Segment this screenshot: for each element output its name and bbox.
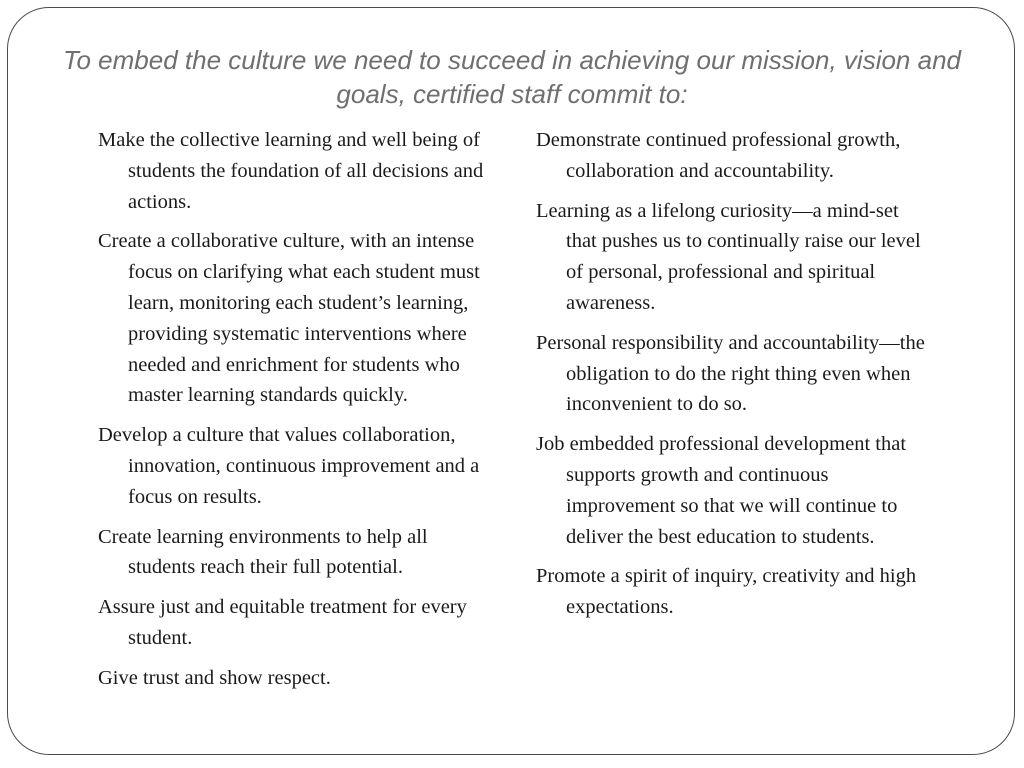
list-item: Demonstrate continued professional growth, collaboration and accountability. [536, 129, 901, 182]
list-item: Create a collaborative culture, with an intense focus on clarifying what each student must learn, monitoring each student’s learning, providing systematic interventions where needed and enrichment for students who master learning standards quickly. [98, 230, 480, 407]
slide-title: To embed the culture we need to succeed in achieving our mission, vision and goals, certified staff commit to: [62, 45, 961, 109]
list-item: Create learning environments to help all students reach their full potential. [98, 525, 428, 579]
list-item: Learning as a lifelong curiosity—a mind-set that pushes us to continually raise our level of personal, professional and spiritual awareness. [536, 199, 921, 314]
list-item: Assure just and equitable treatment for every student. [98, 596, 467, 649]
list-item: Promote a spirit of inquiry, creativity and high expectations. [536, 565, 917, 619]
list-item: Job embedded professional development that supports growth and continuous improvement so that we will continue to deliver the best education to students. [536, 433, 907, 548]
list-item: Give trust and show respect. [98, 666, 331, 689]
list-item: Develop a culture that values collaboration, innovation, continuous improvement and a focus on results. [98, 424, 480, 508]
right-column-list [536, 125, 928, 632]
list-item: Personal responsibility and accountability—the obligation to do the right thing even when inconvenient to do so. [536, 331, 925, 416]
left-column-list [98, 125, 493, 703]
list-item: Make the collective learning and well being of students the foundation of all decisions and actions. [98, 129, 484, 213]
